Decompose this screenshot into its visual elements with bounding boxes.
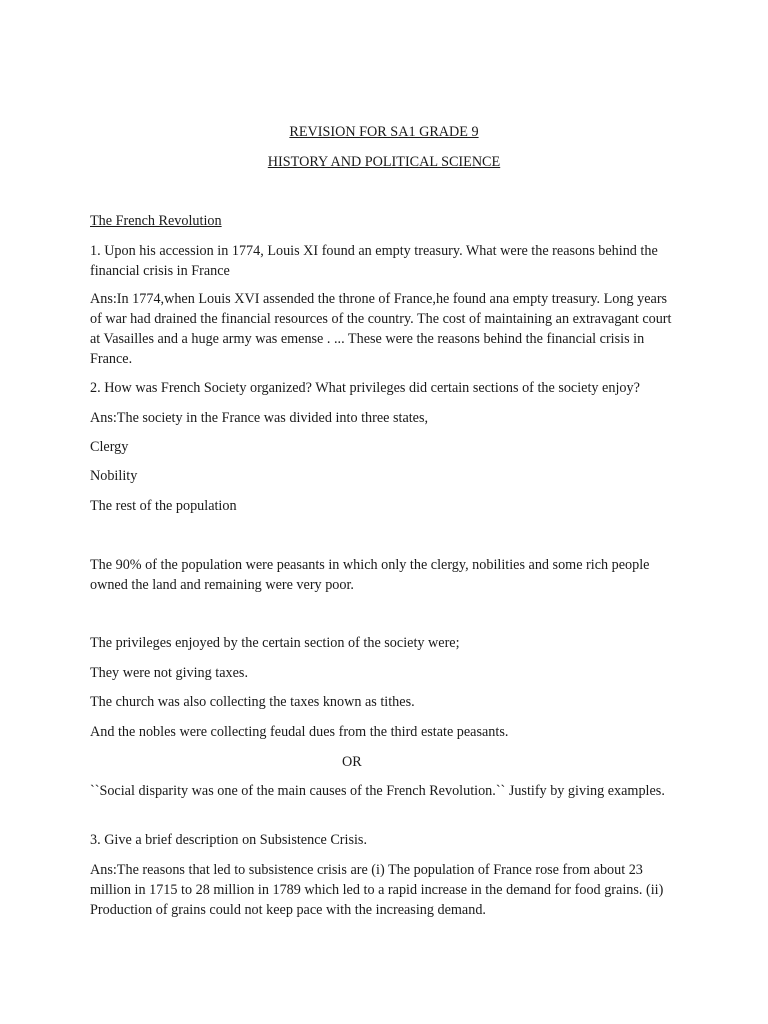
or-separator: OR — [342, 754, 362, 770]
document-subtitle: HISTORY AND POLITICAL SCIENCE — [267, 154, 501, 170]
estate-rest: The rest of the population — [90, 498, 237, 514]
question-3: 3. Give a brief description on Subsistence Crisis. — [90, 832, 368, 848]
answer-2-intro: Ans:The society in the France was divided into three states, — [90, 410, 429, 426]
privilege-item: And the nobles were collecting feudal dues from the third estate peasants. — [90, 724, 509, 740]
estate-nobility: Nobility — [90, 468, 138, 484]
privileges-intro: The privileges enjoyed by the certain section of the society were; — [90, 635, 460, 651]
privilege-item: They were not giving taxes. — [90, 665, 248, 681]
section-heading: The French Revolution — [90, 213, 222, 229]
answer-3: Ans:The reasons that led to subsistence crisis are (i) The population of France rose from about 23 million in 1715 to 28 million in 1789 which led to a rapid increase in the demand for food grains. (ii) Production of grains could not keep pace with the increasing demand. — [90, 862, 664, 918]
question-1: 1. Upon his accession in 1774, Louis XI found an empty treasury. What were the reasons behind the financial crisis in France — [90, 243, 658, 279]
answer-2-population: The 90% of the population were peasants in which only the clergy, nobilities and some rich people owned the land and remaining were very poor. — [90, 557, 650, 593]
answer-1: Ans:In 1774,when Louis XVI assended the throne of France,he found ana empty treasury. Long years of war had drained the financial resources of the country. The cost of maintaining an extravagant court at Vasailles and a huge army was emense . ... These were the reasons behind the financial crisis in France. — [90, 291, 672, 367]
privilege-item: The church was also collecting the taxes known as tithes. — [90, 694, 415, 710]
alternate-question: ``Social disparity was one of the main causes of the French Revolution.`` Justify by giving examples. — [90, 783, 665, 799]
question-2: 2. How was French Society organized? What privileges did certain sections of the society enjoy? — [90, 380, 640, 396]
document-title: REVISION FOR SA1 GRADE 9 — [289, 124, 479, 140]
estate-clergy: Clergy — [90, 439, 129, 455]
